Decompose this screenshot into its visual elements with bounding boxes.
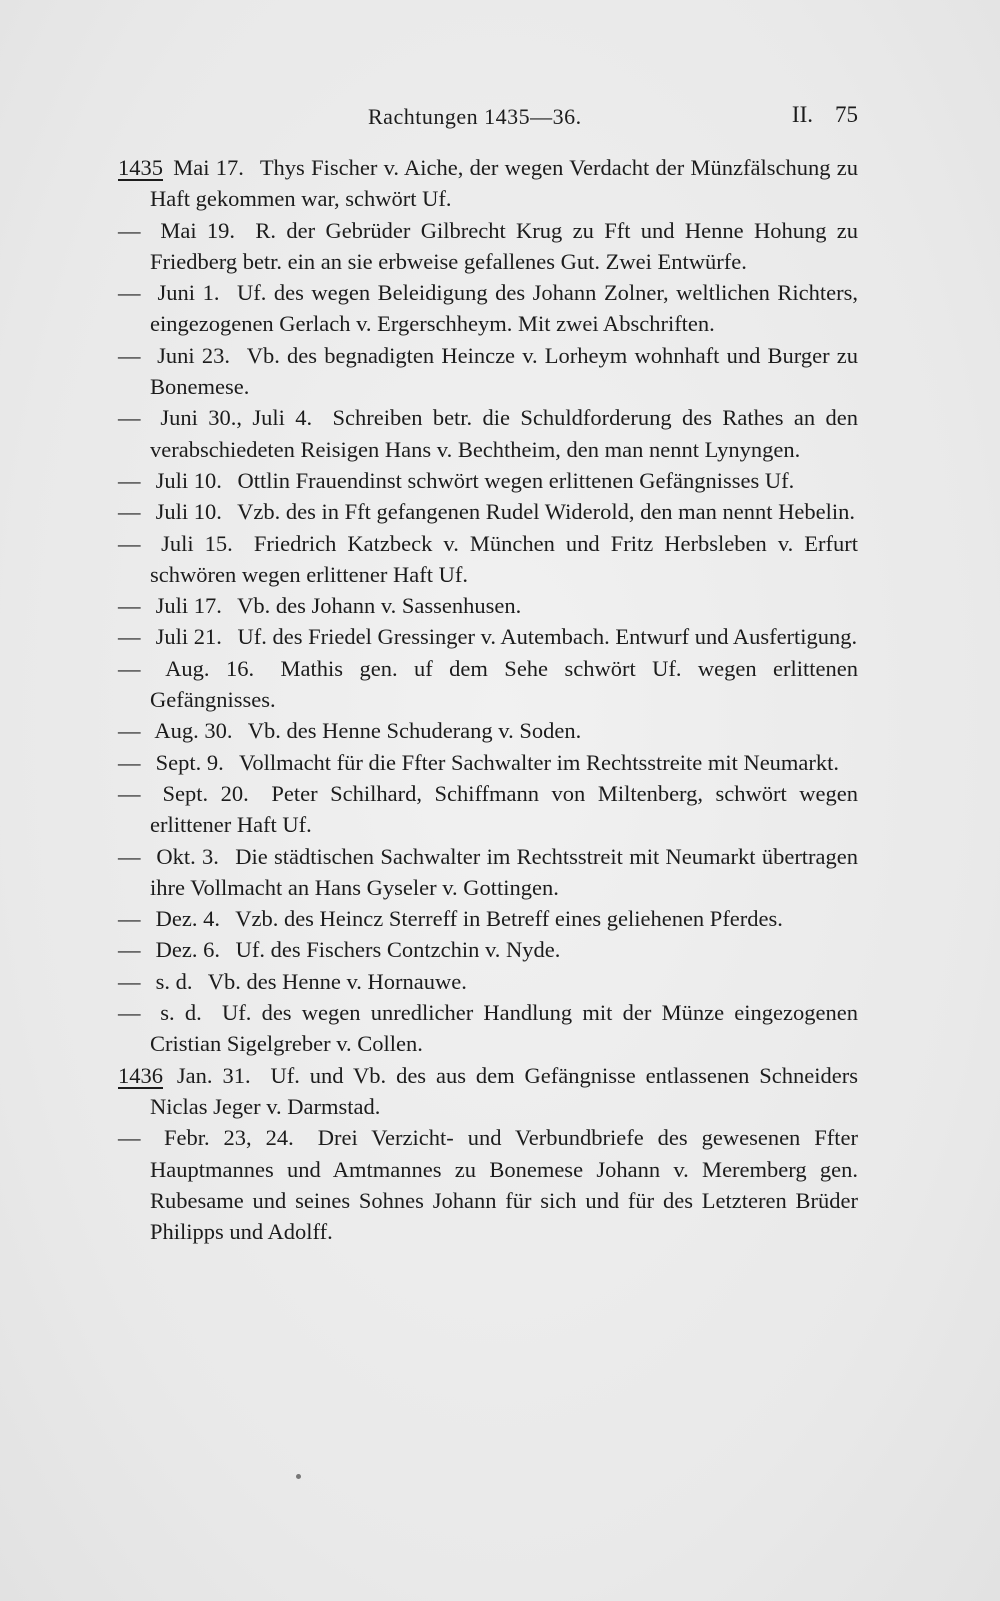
entry-dash: —: [118, 467, 141, 493]
entry-text: R. der Gebrüder Gilbrecht Krug zu Fft und Henne Hohung zu Friedberg betr. ein an sie erbweise gefallenes Gut. Zwei Entwürfe.: [150, 217, 859, 274]
running-title: Rachtungen 1435—36.: [368, 104, 582, 129]
entry-dash: —: [118, 655, 141, 681]
entry: [118, 778, 858, 841]
entry-dash: —: [118, 342, 141, 368]
entry: [118, 621, 858, 652]
entry-dash: —: [118, 1000, 141, 1026]
entry-date: Juli 15.: [161, 530, 233, 556]
entry-text: Friedrich Katzbeck v. München und Fritz Herbsleben v. Erfurt schwören wegen erlittener Haft Uf.: [150, 530, 859, 587]
entry-dash: —: [118, 906, 141, 932]
entry-list: [118, 152, 858, 1247]
entry-date: Febr. 23, 24.: [163, 1125, 294, 1151]
entry: [118, 465, 858, 496]
entry-date: Juli 21.: [155, 624, 222, 650]
entry-text: Thys Fischer v. Aiche, der wegen Verdacht der Münzfälschung zu Haft gekommen war, schwört Uf.: [150, 155, 859, 212]
entry: [118, 496, 858, 527]
page-header: [118, 100, 858, 136]
entry-text: Uf. des wegen Beleidigung des Johann Zolner, weltlichen Richters, eingezogenen Gerlach v. Ergerschheym. Mit zwei Abschriften.: [150, 280, 859, 337]
entry-date: Jan. 31.: [176, 1062, 251, 1088]
entry-date: Juli 17.: [155, 593, 222, 619]
entry: [118, 966, 858, 997]
entry: [118, 747, 858, 778]
entry-date: Mai 19.: [160, 217, 236, 243]
entry-text: Vollmacht für die Ffter Sachwalter im Rechtsstreite mit Neumarkt.: [238, 749, 840, 775]
entry-date: Dez. 6.: [155, 937, 220, 963]
entry-dash: —: [118, 530, 141, 556]
entry-date: Sept. 20.: [162, 780, 249, 806]
entry: [118, 1060, 858, 1123]
entry-date: s. d.: [155, 968, 193, 994]
entry: [118, 152, 858, 215]
entry-dash: —: [118, 843, 141, 869]
entry: [118, 340, 858, 403]
entry-date: Juli 10.: [155, 499, 222, 525]
entry-date: Mai 17.: [173, 155, 244, 180]
entry-date: Juli 10.: [155, 467, 222, 493]
entry: [118, 590, 858, 621]
entry-dash: —: [118, 749, 141, 775]
entry-dash: —: [118, 280, 141, 306]
entry: [118, 715, 858, 746]
entry: [118, 903, 858, 934]
entry-text: Drei Verzicht- und Verbundbriefe des gewesenen Ffter Hauptmannes und Amtmannes zu Bonemese Johann v. Meremberg gen. Rubesame und seines Sohnes Johann für sich und für des Letzteren Brüder Philipps und Adolff.: [150, 1125, 859, 1245]
entry-text: Vb. des begnadigten Heincze v. Lorheym wohnhaft und Burger zu Bonemese.: [150, 342, 858, 400]
entry-text: Uf. des Friedel Gressinger v. Autembach. Entwurf und Ausfertigung.: [237, 624, 858, 650]
entry-date: Sept. 9.: [155, 749, 224, 775]
entry: [118, 653, 858, 716]
entry-dash: —: [118, 780, 141, 806]
entry: [118, 997, 858, 1060]
entry: [118, 402, 858, 465]
entry-dash: —: [118, 1125, 141, 1151]
entry-dash: —: [118, 624, 141, 650]
page-number: 75: [835, 102, 858, 127]
section-number: II.: [791, 102, 813, 127]
entry-dash: —: [118, 968, 141, 994]
entry-text: Vb. des Henne v. Hornauwe.: [207, 968, 467, 994]
entry-text: Peter Schilhard, Schiffmann von Miltenberg, schwört wegen erlittener Haft Uf.: [150, 780, 859, 838]
entry-year: 1435: [118, 155, 163, 180]
entry: [118, 1122, 858, 1247]
entry-dash: —: [118, 937, 141, 963]
entry-dash: —: [118, 718, 141, 744]
entry-dash: —: [118, 499, 141, 525]
entry-date: Juni 23.: [157, 342, 230, 368]
entry-dash: —: [118, 593, 141, 619]
entry: [118, 215, 858, 278]
entry-date: Dez. 4.: [155, 906, 220, 932]
entry-text: Schreiben betr. die Schuldforderung des Rathes an den verabschiedeten Reisigen Hans v. Bechtheim, den man nennt Lynyngen.: [150, 405, 859, 462]
entry: [118, 277, 858, 340]
entry-year: 1436: [118, 1062, 163, 1088]
entry-date: Juni 1.: [157, 280, 220, 306]
entry: [118, 934, 858, 965]
paper-speck: [296, 1474, 301, 1479]
entry-text: Uf. des wegen unredlicher Handlung mit der Münze eingezogenen Cristian Sigelgreber v. Collen.: [150, 1000, 858, 1057]
entry-date: s. d.: [160, 1000, 202, 1026]
entry-text: Mathis gen. uf dem Sehe schwört Uf. wegen erlittenen Gefängnisses.: [150, 655, 858, 713]
entry-text: Uf. des Fischers Contzchin v. Nyde.: [235, 937, 561, 963]
entry-dash: —: [118, 217, 141, 243]
entry-text: Uf. und Vb. des aus dem Gefängnisse entlassenen Schneiders Niclas Jeger v. Darmstad.: [150, 1062, 859, 1119]
entry-date: Aug. 30.: [154, 718, 233, 744]
entry-text: Vb. des Henne Schuderang v. Soden.: [247, 718, 582, 744]
entry: [118, 841, 858, 904]
entry-text: Vzb. des in Fft gefangenen Rudel Widerold, den man nennt Hebelin.: [237, 499, 856, 525]
page-number-block: [792, 102, 858, 128]
entry-text: Die städtischen Sachwalter im Rechtsstreit mit Neumarkt übertragen ihre Vollmacht an Hans Gyseler v. Gottingen.: [150, 843, 859, 900]
entry-date: Okt. 3.: [156, 843, 219, 869]
entry-text: Vb. des Johann v. Sassenhusen.: [237, 593, 522, 619]
entry-date: Juni 30., Juli 4.: [160, 405, 313, 431]
entry-date: Aug. 16.: [165, 655, 255, 681]
entry-text: Ottlin Frauendinst schwört wegen erlittenen Gefängnisses Uf.: [237, 467, 795, 493]
entry-dash: —: [118, 405, 141, 431]
entry-text: Vzb. des Heincz Sterreff in Betreff eines geliehenen Pferdes.: [235, 906, 783, 932]
entry: [118, 528, 858, 591]
